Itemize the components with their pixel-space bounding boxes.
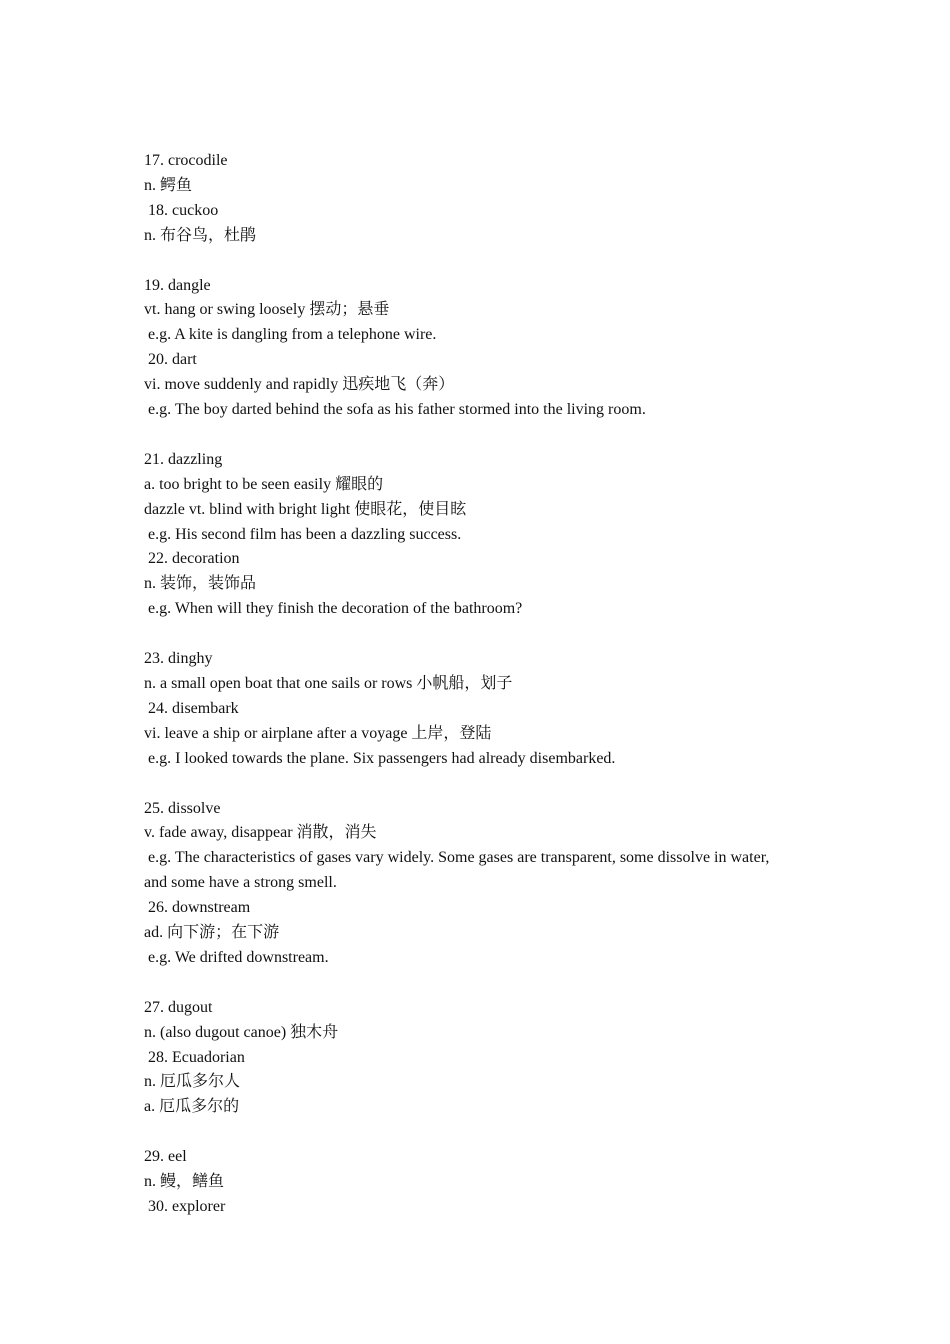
entry-example: e.g. When will they finish the decoration of the bathroom? <box>144 600 523 618</box>
entry-definition: n. 鳗，鳝鱼 <box>144 1173 225 1191</box>
entry-headword: 29. eel <box>144 1148 187 1166</box>
entry-headword: 30. explorer <box>144 1197 226 1215</box>
entry-definition: vt. hang or swing loosely 摆动；悬垂 <box>144 301 390 319</box>
entry-headword: 22. decoration <box>144 550 240 568</box>
entry-definition: ad. 向下游；在下游 <box>144 924 280 942</box>
entry-headword: 27. dugout <box>144 998 213 1016</box>
entry-example-continued: and some have a strong smell. <box>144 874 337 892</box>
entry-example: e.g. The characteristics of gases vary widely. Some gases are transparent, some dissolve in water, <box>144 849 770 867</box>
entry-definition: n. 布谷鸟，杜鹃 <box>144 226 257 244</box>
blank-line <box>144 622 814 647</box>
entry-definition: dazzle vt. blind with bright light 使眼花，使目眩 <box>144 500 467 518</box>
entry-headword: 18. cuckoo <box>144 201 219 219</box>
blank-line <box>144 971 814 996</box>
entry-example: e.g. The boy darted behind the sofa as his father stormed into the living room. <box>144 401 646 419</box>
entry-headword: 20. dart <box>144 351 197 369</box>
entry-definition: n. a small open boat that one sails or rows 小帆船，划子 <box>144 674 513 692</box>
entry-definition: vi. leave a ship or airplane after a voyage 上岸，登陆 <box>144 724 492 742</box>
entry-headword: 21. dazzling <box>144 450 223 468</box>
blank-line <box>144 423 814 448</box>
entry-definition: a. too bright to be seen easily 耀眼的 <box>144 475 384 493</box>
entry-definition: vi. move suddenly and rapidly 迅疾地飞（奔） <box>144 376 455 394</box>
entry-definition: n. 厄瓜多尔人 <box>144 1073 241 1091</box>
entry-headword: 25. dissolve <box>144 799 221 817</box>
entry-example: e.g. A kite is dangling from a telephone wire. <box>144 326 437 344</box>
entry-definition: n. (also dugout canoe) 独木舟 <box>144 1023 339 1041</box>
entry-example: e.g. His second film has been a dazzling success. <box>144 525 462 543</box>
entry-example: e.g. We drifted downstream. <box>144 948 329 966</box>
blank-line <box>144 1120 814 1145</box>
entry-headword: 17. crocodile <box>144 152 228 169</box>
entry-headword: 28. Ecuadorian <box>144 1048 245 1066</box>
vocabulary-list <box>144 149 814 1220</box>
entry-headword: 24. disembark <box>144 699 239 717</box>
blank-line <box>144 772 814 797</box>
entry-headword: 23. dinghy <box>144 650 213 668</box>
entry-definition: a. 厄瓜多尔的 <box>144 1098 240 1116</box>
entry-headword: 19. dangle <box>144 276 211 294</box>
entry-definition: n. 鳄鱼 <box>144 176 193 194</box>
entry-definition: v. fade away, disappear 消散，消失 <box>144 824 377 842</box>
entry-definition: n. 装饰，装饰品 <box>144 575 257 593</box>
entry-headword: 26. downstream <box>144 899 251 917</box>
blank-line <box>144 249 814 274</box>
entry-example: e.g. I looked towards the plane. Six passengers had already disembarked. <box>144 749 616 767</box>
